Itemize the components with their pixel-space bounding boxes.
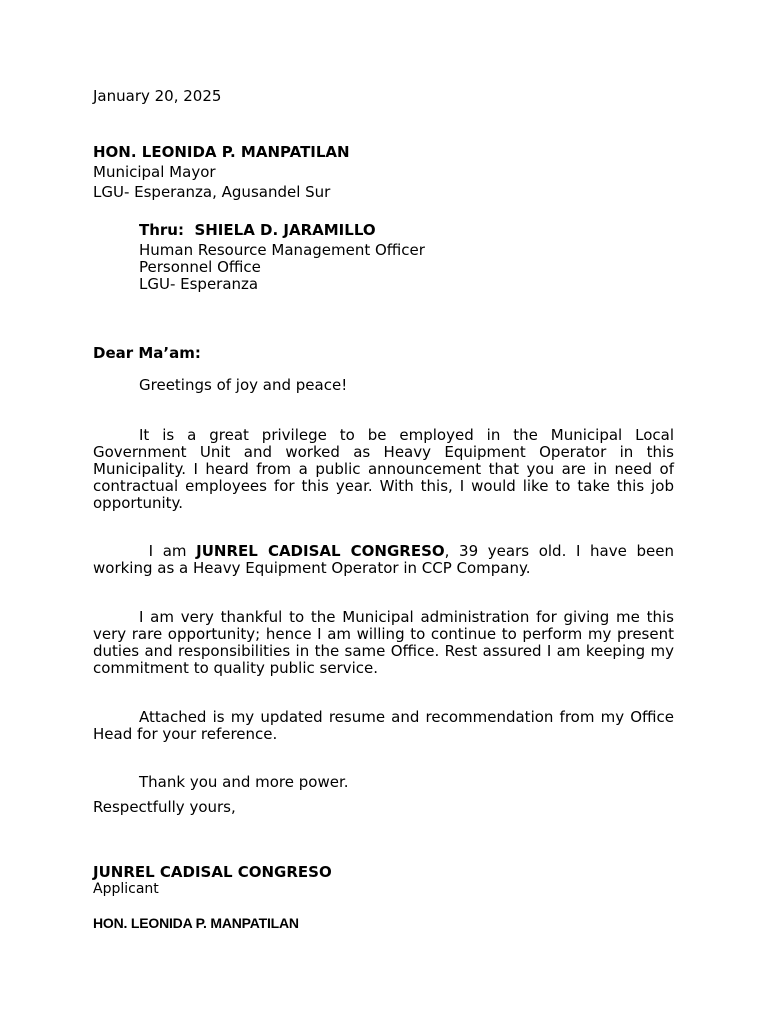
thru-line-1: Human Resource Management Officer	[139, 241, 425, 259]
addressee-block	[93, 144, 674, 201]
paragraph-2	[93, 543, 674, 577]
addressee-title: Municipal Mayor	[93, 163, 216, 181]
paragraph-4	[93, 709, 674, 743]
thanks-line: Thank you and more power.	[139, 773, 349, 791]
thru-label: Thru:	[139, 221, 184, 239]
paragraph-3	[93, 609, 674, 677]
addressee-office: LGU- Esperanza, Agusandel Sur	[93, 183, 331, 201]
signature-block	[93, 864, 674, 897]
closing: Respectfully yours,	[93, 798, 236, 816]
thru-block	[139, 222, 674, 293]
greeting: Greetings of joy and peace!	[139, 376, 348, 394]
paragraph-4-text: Attached is my updated resume and recommendation from my Office Head for your reference.	[93, 708, 674, 743]
signatory-role: Applicant	[93, 881, 159, 897]
salutation: Dear Ma’am:	[93, 344, 201, 362]
addressee-name: HON. LEONIDA P. MANPATILAN	[93, 143, 350, 161]
footer-name: HON. LEONIDA P. MANPATILAN	[93, 915, 299, 931]
paragraph-1	[93, 427, 674, 512]
paragraph-2-lead: I am	[139, 542, 197, 560]
thru-name: SHIELA D. JARAMILLO	[194, 221, 376, 239]
thru-line-2: Personnel Office	[139, 258, 261, 276]
letter-date: January 20, 2025	[93, 87, 222, 105]
paragraph-3-text: I am very thankful to the Municipal administration for giving me this very rare opportunity; hence I am willing to continue to perform my present duties and responsibilities in the same Office. Rest assured I am keeping my commitment to quality public service.	[93, 608, 674, 677]
thru-line	[139, 222, 674, 239]
thru-line-3: LGU- Esperanza	[139, 275, 259, 293]
paragraph-1-text: It is a great privilege to be employed in the Municipal Local Government Unit and worked as Heavy Equipment Operator in this Municipality. I heard from a public announcement that you are in need of contractual employees for this year. With this, I would like to take this job opportunity.	[93, 426, 674, 512]
paragraph-2-rest: , 39 years old. I have been working as a Heavy Equipment Operator in CCP Company.	[93, 542, 674, 577]
paragraph-2-name: JUNREL CADISAL CONGRESO	[196, 542, 445, 560]
signatory-name: JUNREL CADISAL CONGRESO	[93, 863, 332, 881]
